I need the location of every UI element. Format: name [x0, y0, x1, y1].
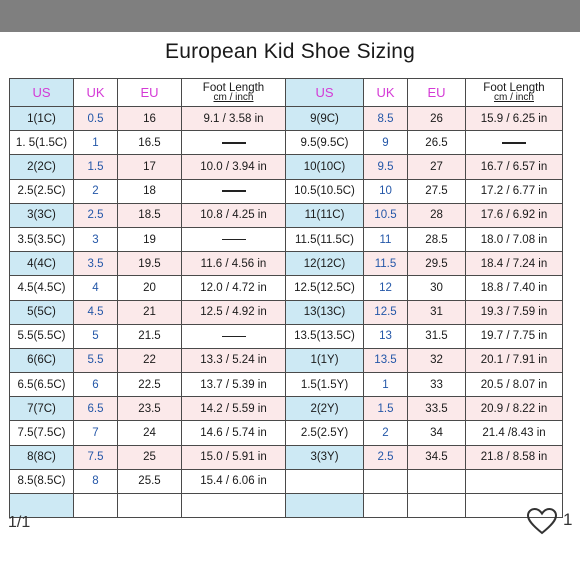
cell-us: 2(2Y): [286, 397, 364, 421]
cell-uk: 1: [364, 373, 408, 397]
cell-us: 1(1Y): [286, 348, 364, 372]
heart-outline-icon[interactable]: [526, 507, 558, 535]
cell-uk: 9.5: [364, 155, 408, 179]
cell-uk: 4.5: [74, 300, 118, 324]
cell-fl: 9.1 / 3.58 in: [182, 107, 286, 131]
dash-mark: [222, 239, 246, 241]
cell-fl: 10.8 / 4.25 in: [182, 203, 286, 227]
cell-eu: 24: [118, 421, 182, 445]
cell-us: [286, 494, 364, 518]
cell-uk: 1: [74, 131, 118, 155]
cell-us: [286, 469, 364, 493]
cell-eu: 33: [408, 373, 466, 397]
cell-eu: 34.5: [408, 445, 466, 469]
cell-fl: 17.6 / 6.92 in: [466, 203, 563, 227]
cell-eu: 31.5: [408, 324, 466, 348]
top-bar: [0, 0, 580, 32]
cell-fl: 19.3 / 7.59 in: [466, 300, 563, 324]
cell-fl: 20.9 / 8.22 in: [466, 397, 563, 421]
cell-eu: 30: [408, 276, 466, 300]
cell-fl: 20.5 / 8.07 in: [466, 373, 563, 397]
cell-us: 1(1C): [10, 107, 74, 131]
cell-uk: 2: [74, 179, 118, 203]
cell-fl: 13.3 / 5.24 in: [182, 348, 286, 372]
cell-eu: 31: [408, 300, 466, 324]
cell-eu: 18.5: [118, 203, 182, 227]
cell-uk: 4: [74, 276, 118, 300]
cell-uk: 1.5: [364, 397, 408, 421]
cell-eu: 22.5: [118, 373, 182, 397]
cell-uk: 1.5: [74, 155, 118, 179]
cell-eu: 28.5: [408, 227, 466, 251]
cell-us: 3(3Y): [286, 445, 364, 469]
header-eu: EU: [118, 79, 182, 107]
size-chart-table: [9, 78, 563, 518]
cell-eu: 17: [118, 155, 182, 179]
table-row: [10, 131, 563, 155]
cell-eu: 33.5: [408, 397, 466, 421]
header-us: US: [10, 79, 74, 107]
cell-us: 7.5(7.5C): [10, 421, 74, 445]
cell-uk: 11: [364, 227, 408, 251]
table-row: [10, 469, 563, 493]
cell-us: 3(3C): [10, 203, 74, 227]
cell-eu: 27.5: [408, 179, 466, 203]
cell-us: 9.5(9.5C): [286, 131, 364, 155]
dash-mark: [222, 142, 246, 144]
like-count: 1: [563, 510, 573, 529]
cell-uk: 9: [364, 131, 408, 155]
cell-us: 9(9C): [286, 107, 364, 131]
cell-us: 5(5C): [10, 300, 74, 324]
cell-fl: 15.9 / 6.25 in: [466, 107, 563, 131]
header-foot-length-2: Foot Length cm / inch: [466, 79, 563, 107]
cell-uk: 13.5: [364, 348, 408, 372]
dash-mark: [222, 190, 246, 192]
cell-uk: 8.5: [364, 107, 408, 131]
cell-fl: 20.1 / 7.91 in: [466, 348, 563, 372]
table-row: [10, 397, 563, 421]
cell-uk: 5: [74, 324, 118, 348]
cell-fl: 15.4 / 6.06 in: [182, 469, 286, 493]
cell-eu: 16.5: [118, 131, 182, 155]
cell-fl: 15.0 / 5.91 in: [182, 445, 286, 469]
cell-eu: 32: [408, 348, 466, 372]
cell-uk: 2: [364, 421, 408, 445]
cell-uk: 6.5: [74, 397, 118, 421]
table-row: [10, 348, 563, 372]
cell-fl: [182, 494, 286, 518]
table-row: [10, 324, 563, 348]
cell-uk: 13: [364, 324, 408, 348]
cell-uk: 2.5: [364, 445, 408, 469]
cell-eu: [408, 469, 466, 493]
cell-us: 12(12C): [286, 252, 364, 276]
cell-eu: 16: [118, 107, 182, 131]
header-foot-length: Foot Length cm / inch: [182, 79, 286, 107]
cell-eu: 19: [118, 227, 182, 251]
cell-eu: 26.5: [408, 131, 466, 155]
cell-fl: 18.4 / 7.24 in: [466, 252, 563, 276]
cell-fl: 19.7 / 7.75 in: [466, 324, 563, 348]
cell-fl: 21.8 / 8.58 in: [466, 445, 563, 469]
cell-fl: 13.7 / 5.39 in: [182, 373, 286, 397]
cell-eu: 34: [408, 421, 466, 445]
table-row: [10, 373, 563, 397]
cell-uk: 7.5: [74, 445, 118, 469]
cell-eu: 26: [408, 107, 466, 131]
table-row: [10, 203, 563, 227]
cell-fl: 11.6 / 4.56 in: [182, 252, 286, 276]
cell-uk: 10: [364, 179, 408, 203]
header-us-2: US: [286, 79, 364, 107]
cell-us: 1.5(1.5Y): [286, 373, 364, 397]
cell-eu: [408, 494, 466, 518]
cell-uk: 2.5: [74, 203, 118, 227]
cell-eu: 25: [118, 445, 182, 469]
cell-fl: 17.2 / 6.77 in: [466, 179, 563, 203]
table-row: [10, 179, 563, 203]
header-uk-2: UK: [364, 79, 408, 107]
cell-us: 12.5(12.5C): [286, 276, 364, 300]
cell-eu: 29.5: [408, 252, 466, 276]
cell-us: 10.5(10.5C): [286, 179, 364, 203]
cell-uk: [364, 494, 408, 518]
header-row: [10, 79, 563, 107]
table-row: [10, 155, 563, 179]
cell-us: 6.5(6.5C): [10, 373, 74, 397]
cell-fl: 10.0 / 3.94 in: [182, 155, 286, 179]
cell-uk: 8: [74, 469, 118, 493]
cell-us: 4(4C): [10, 252, 74, 276]
dash-mark: [222, 336, 246, 338]
bottom-bar: [0, 522, 580, 580]
cell-fl: 12.0 / 4.72 in: [182, 276, 286, 300]
header-uk: UK: [74, 79, 118, 107]
cell-uk: 12.5: [364, 300, 408, 324]
cell-eu: 27: [408, 155, 466, 179]
cell-uk: [364, 469, 408, 493]
cell-uk: 7: [74, 421, 118, 445]
cell-us: 6(6C): [10, 348, 74, 372]
cell-uk: 3.5: [74, 252, 118, 276]
cell-uk: 6: [74, 373, 118, 397]
cell-us: 8(8C): [10, 445, 74, 469]
cell-fl: 14.6 / 5.74 in: [182, 421, 286, 445]
table-row: [10, 300, 563, 324]
cell-us: 2.5(2.5Y): [286, 421, 364, 445]
cell-us: 5.5(5.5C): [10, 324, 74, 348]
cell-eu: 20: [118, 276, 182, 300]
table-row: [10, 276, 563, 300]
cell-fl: 21.4 /8.43 in: [466, 421, 563, 445]
table-row: [10, 107, 563, 131]
cell-us: 2.5(2.5C): [10, 179, 74, 203]
table-row: [10, 421, 563, 445]
pager-indicator: 1/1: [8, 514, 31, 531]
cell-fl: 12.5 / 4.92 in: [182, 300, 286, 324]
cell-uk: 5.5: [74, 348, 118, 372]
dash-mark: [502, 142, 526, 144]
cell-eu: 25.5: [118, 469, 182, 493]
cell-us: 8.5(8.5C): [10, 469, 74, 493]
cell-uk: 11.5: [364, 252, 408, 276]
cell-fl: [182, 324, 286, 348]
header-eu-2: EU: [408, 79, 466, 107]
cell-fl: 14.2 / 5.59 in: [182, 397, 286, 421]
cell-us: 10(10C): [286, 155, 364, 179]
cell-eu: 18: [118, 179, 182, 203]
cell-us: 13(13C): [286, 300, 364, 324]
cell-eu: 23.5: [118, 397, 182, 421]
cell-us: 13.5(13.5C): [286, 324, 364, 348]
cell-fl: 16.7 / 6.57 in: [466, 155, 563, 179]
chart-title: European Kid Shoe Sizing: [165, 40, 415, 63]
cell-us: 3.5(3.5C): [10, 227, 74, 251]
cell-uk: 12: [364, 276, 408, 300]
cell-eu: [118, 494, 182, 518]
cell-us: 4.5(4.5C): [10, 276, 74, 300]
cell-eu: 19.5: [118, 252, 182, 276]
cell-us: 11(11C): [286, 203, 364, 227]
cell-eu: 22: [118, 348, 182, 372]
cell-fl: [182, 227, 286, 251]
cell-fl: [182, 179, 286, 203]
cell-eu: 28: [408, 203, 466, 227]
cell-uk: 0.5: [74, 107, 118, 131]
table-row: [10, 494, 563, 518]
cell-us: 11.5(11.5C): [286, 227, 364, 251]
cell-uk: 10.5: [364, 203, 408, 227]
cell-eu: 21: [118, 300, 182, 324]
cell-fl: 18.8 / 7.40 in: [466, 276, 563, 300]
cell-us: 7(7C): [10, 397, 74, 421]
cell-uk: 3: [74, 227, 118, 251]
cell-fl: [466, 469, 563, 493]
cell-us: 1. 5(1.5C): [10, 131, 74, 155]
cell-fl: [466, 131, 563, 155]
cell-eu: 21.5: [118, 324, 182, 348]
cell-us: 2(2C): [10, 155, 74, 179]
cell-fl: 18.0 / 7.08 in: [466, 227, 563, 251]
table-row: [10, 445, 563, 469]
cell-uk: [74, 494, 118, 518]
cell-fl: [182, 131, 286, 155]
table-row: [10, 252, 563, 276]
table-row: [10, 227, 563, 251]
